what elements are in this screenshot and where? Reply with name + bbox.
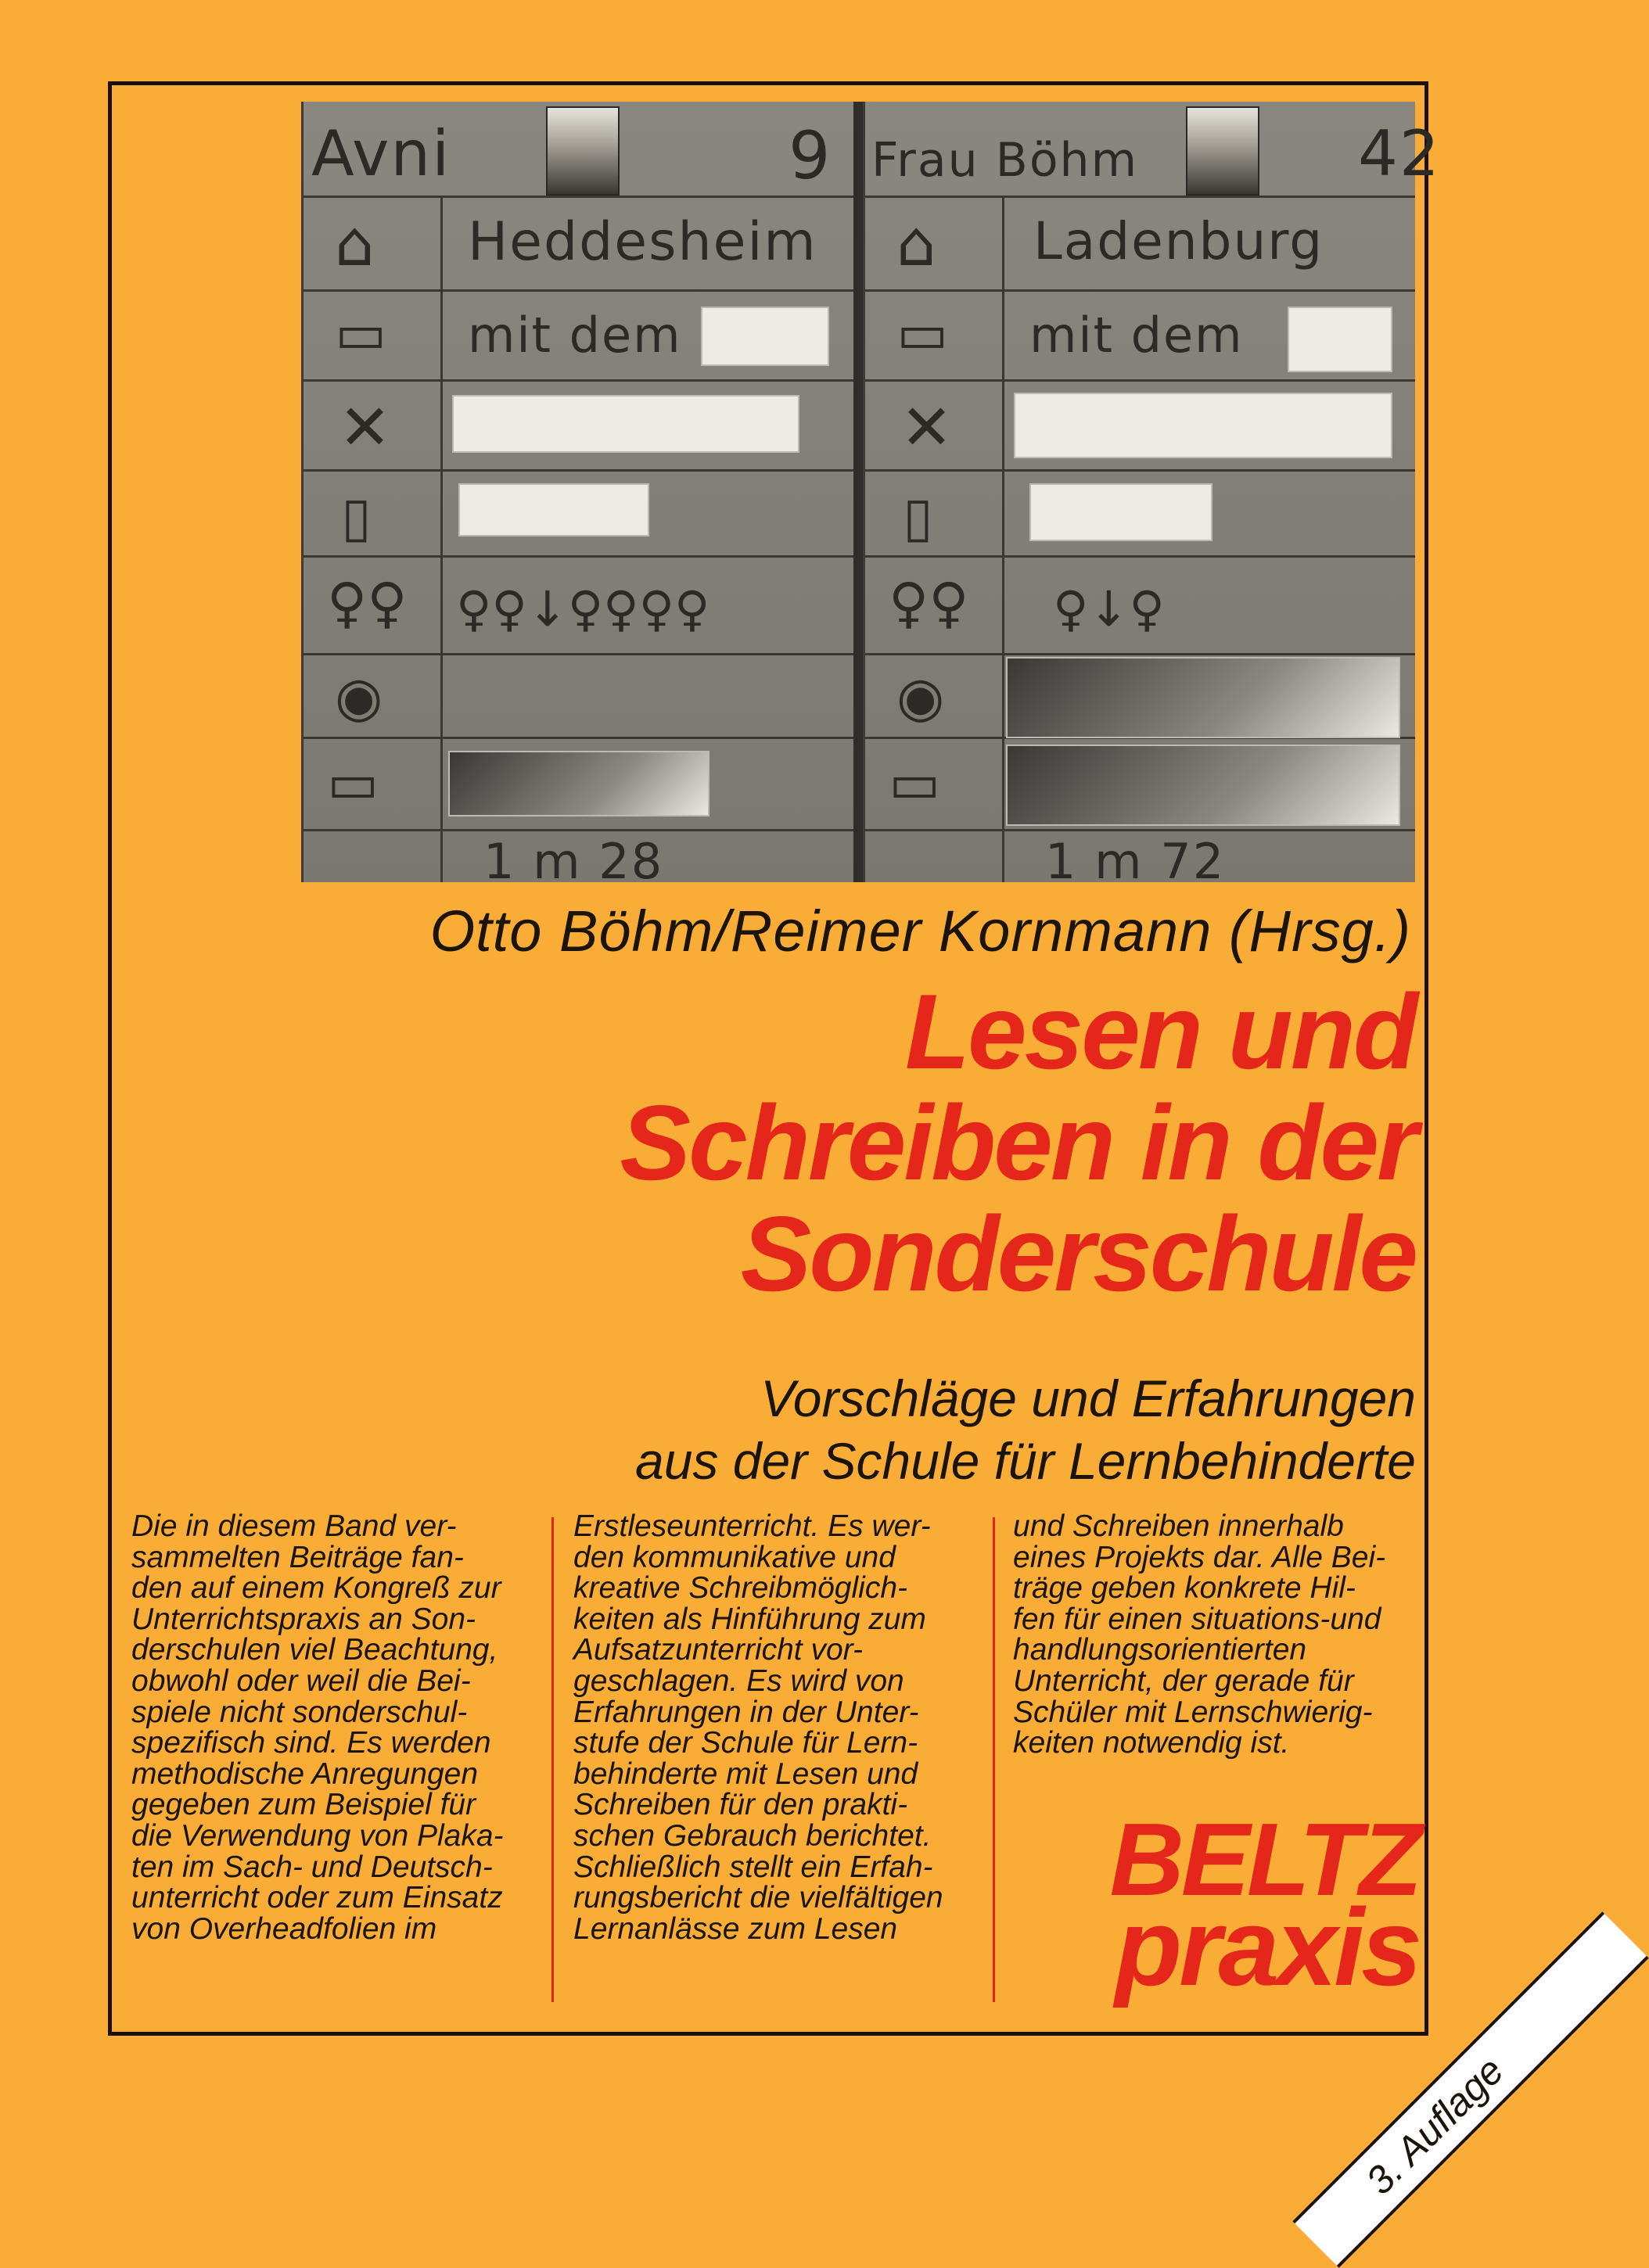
board-left-height: 1 m 28 [483,833,664,890]
tv-pictures [448,751,710,816]
house-icon: ⌂ [896,207,936,280]
tv-icon: ▭ [889,751,941,815]
book-subtitle [329,1367,1416,1492]
tram-picture [701,307,829,366]
cover-photo [301,102,1441,890]
ball-icon: ◉ [335,665,383,729]
column-divider [551,1517,554,2002]
beltz-praxis-logo [1012,1802,1419,2008]
food-pictures [452,395,799,453]
family-icon: ♀♀ [889,571,969,635]
car-picture [1288,307,1392,372]
bag-icon: ▭ [896,301,949,365]
family-figures: ♀↓♀ [1053,580,1165,637]
family-icon: ♀♀ [327,571,408,635]
glass-icon: ▯ [341,485,372,549]
portrait-adult [1186,106,1259,196]
tv-icon: ▭ [327,751,379,815]
board-right-town: Ladenburg [1033,211,1324,271]
book-title [313,972,1416,1313]
ball-icon: ◉ [896,665,945,729]
board-right-age: 42 [1358,117,1441,190]
blurb-column-3: und Schreiben innerhalb eines Projekts dar. Alle Bei- träge geben konkrete Hil- fen für einen situations-und handlungsorientierten Unterricht, der gerade für Schüler mit Lernschwierig- keiten notwendig ist. [1013,1509,1386,1760]
board-right-height: 1 m 72 [1045,833,1226,890]
board-divider [853,102,863,882]
brand-line-1: BELTZ [1109,1802,1419,1917]
board-left [301,102,856,890]
title-line-2: Schreiben in der [620,1083,1416,1202]
family-figures: ♀♀↓♀♀♀♀ [456,580,710,637]
drink-pictures [1029,483,1212,541]
board-left-transport: mit dem [468,307,682,364]
brand-line-2: praxis [1115,1886,1419,2008]
blurb-column-2: Erstleseunterricht. Es wer- den kommunikative und kreative Schreibmöglich- keiten als Hinführung zum Aufsatzunterricht vor- geschlagen. Es wird von Erfahrungen in der Unter- stufe der Schule für Lern- behinderte mit Lesen und Schreiben für den prakti- schen Gebrauch berichtet. Schließlich stellt ein Erfah- rungsbericht die vielfältigen Lernanlässe zum Lesen [573,1509,943,1946]
board-left-town: Heddesheim [468,211,817,273]
portrait-child [546,106,620,196]
column-divider [993,1517,995,2002]
board-left-age: 9 [789,117,832,194]
title-line-3: Sonderschule [740,1194,1416,1313]
drink-pictures [458,483,649,536]
board-right-name: Frau Böhm [871,133,1139,188]
hobby-pictures [1006,657,1400,738]
subtitle-line-2: aus der Schule für Lernbehinderte [635,1432,1416,1490]
food-pictures [1014,393,1392,458]
tv-pictures [1006,745,1400,826]
board-right-transport: mit dem [1029,307,1244,364]
board-right [863,102,1441,890]
cutlery-icon: ✕ [900,391,954,464]
bag-icon: ▭ [335,301,387,365]
blurb-column-1: Die in diesem Band ver- sammelten Beiträge fan- den auf einem Kongreß zur Unterrichtspraxis an Son- derschulen viel Beachtung, obwohl oder weil die Bei- spiele nicht sonderschul- spezifisch sind. Es werden methodische Anregungen gegeben zum Beispiel für die Verwendung von Plaka- ten im Sach- und Deutsch- unterricht oder zum Einsatz von Overheadfolien im [131,1509,504,1946]
subtitle-line-1: Vorschläge und Erfahrungen [760,1369,1416,1427]
board-left-name: Avni [311,117,451,190]
title-line-1: Lesen und [904,972,1416,1091]
edition-label: 3. Auflage [1357,2048,1512,2203]
glass-icon: ▯ [903,485,933,549]
house-icon: ⌂ [335,207,375,280]
book-authors: Otto Böhm/Reimer Kornmann (Hrsg.) [429,899,1411,964]
cutlery-icon: ✕ [339,391,392,464]
